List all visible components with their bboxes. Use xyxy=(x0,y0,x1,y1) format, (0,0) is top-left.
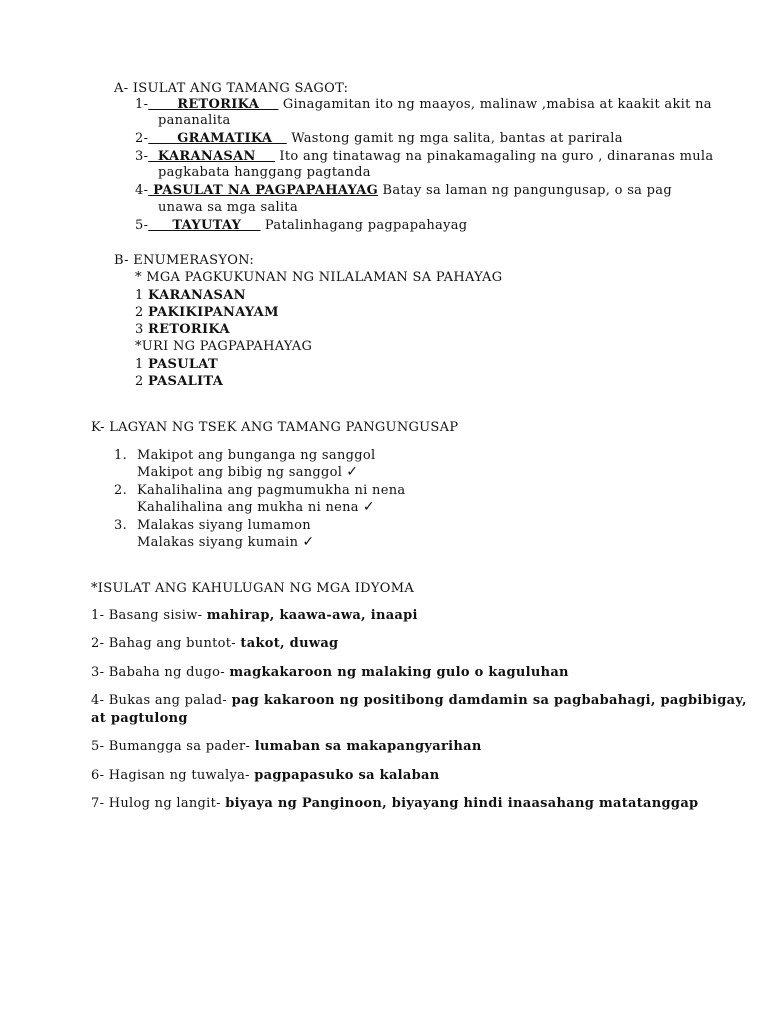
list-number: 2 xyxy=(135,374,144,389)
idiom-term: 5- Bumangga sa pader- xyxy=(91,739,255,754)
option-text: Makipot ang bibig ng sanggol xyxy=(137,465,343,480)
section-a-item-3 xyxy=(135,148,713,165)
checkmark-icon: ✓ xyxy=(302,534,315,550)
idiom-meaning: takot, duwag xyxy=(240,636,339,651)
idiom-meaning: pagpapasuko sa kalaban xyxy=(254,768,440,783)
checkmark-icon: ✓ xyxy=(346,464,359,480)
idiom-term: 7- Hulog ng langit- xyxy=(91,796,226,811)
section-k-item-3-option-a: Malakas siyang lumamon xyxy=(137,518,311,533)
item-text: Ginagamitan ito ng maayos, malinaw ,mabisa at kaakit akit na xyxy=(278,97,712,112)
list-value: PASULAT xyxy=(148,357,218,372)
list-number: 3 xyxy=(135,322,144,337)
answer: PASULAT NA PAGPAPAHAYAG xyxy=(148,183,379,198)
item-text: Patalinhagang pagpapahayag xyxy=(260,218,468,233)
answer: KARANASAN xyxy=(148,149,275,164)
idiom-meaning: biyaya ng Panginoon, biyayang hindi inaasahang matatanggap xyxy=(225,796,699,811)
idyoma-item-5 xyxy=(91,738,482,755)
section-a-item-4 xyxy=(135,182,672,199)
idiom-term: 3- Babaha ng dugo- xyxy=(91,665,230,680)
idiom-meaning: lumaban sa makapangyarihan xyxy=(254,739,482,754)
item-text: Batay sa laman ng pangungusap, o sa pag xyxy=(378,183,672,198)
section-k-item-1-option-a: Makipot ang bunganga ng sanggol xyxy=(137,448,376,463)
section-a-item-1 xyxy=(135,96,712,113)
answer: TAYUTAY xyxy=(148,218,261,233)
idiom-term: 4- Bukas ang palad- xyxy=(91,693,232,708)
section-k-item-1-number: 1. xyxy=(114,448,128,463)
answer: RETORIKA xyxy=(148,97,279,112)
section-a-item-1-cont: pananalita xyxy=(158,113,231,128)
item-text: Wastong gamit ng mga salita, bantas at parirala xyxy=(286,131,623,146)
option-text: Malakas siyang kumain xyxy=(137,535,299,550)
idiom-meaning: mahirap, kaawa-awa, inaapi xyxy=(206,608,418,623)
idyoma-item-3 xyxy=(91,664,569,681)
list-item xyxy=(135,321,230,338)
idiom-meaning: pag kakaroon ng positibong damdamin sa pagbabahagi, pagbibigay, xyxy=(231,693,747,708)
section-k-item-3-option-b xyxy=(137,534,314,551)
section-a-item-4-cont: unawa sa mga salita xyxy=(158,200,299,215)
item-text: Ito ang tinatawag na pinakamagaling na guro , dinaranas mula xyxy=(275,149,714,164)
section-b-title: B- ENUMERASYON: xyxy=(114,253,255,268)
list-value: RETORIKA xyxy=(148,322,230,337)
item-number: 2- xyxy=(135,131,149,146)
section-b-subheading-2: *URI NG PAGPAPAHAYAG xyxy=(135,339,313,354)
list-item xyxy=(135,356,218,373)
section-k-item-2-number: 2. xyxy=(114,483,128,498)
idiom-meaning: magkakaroon ng malaking gulo o kaguluhan xyxy=(229,665,569,680)
checkmark-icon: ✓ xyxy=(362,499,375,515)
list-item xyxy=(135,373,223,390)
section-k-item-1-option-b xyxy=(137,464,358,481)
section-k-item-3-number: 3. xyxy=(114,518,128,533)
section-a-title: A- ISULAT ANG TAMANG SAGOT: xyxy=(114,81,349,96)
section-a-item-5 xyxy=(135,217,467,234)
idiom-term: 2- Bahag ang buntot- xyxy=(91,636,241,651)
idyoma-item-4 xyxy=(91,692,747,709)
option-text: Kahalihalina ang mukha ni nena xyxy=(137,500,359,515)
idyoma-item-7 xyxy=(91,795,698,812)
idyoma-item-6 xyxy=(91,767,440,784)
item-number: 1- xyxy=(135,97,149,112)
list-number: 2 xyxy=(135,305,144,320)
section-b-subheading-1: * MGA PAGKUKUNAN NG NILALAMAN SA PAHAYAG xyxy=(135,270,503,285)
list-value: KARANASAN xyxy=(148,288,246,303)
idiom-term: 6- Hagisan ng tuwalya- xyxy=(91,768,255,783)
section-a-item-2 xyxy=(135,130,623,147)
item-number: 5- xyxy=(135,218,149,233)
list-number: 1 xyxy=(135,357,144,372)
answer: GRAMATIKA xyxy=(148,131,287,146)
item-number: 3- xyxy=(135,149,149,164)
section-a-item-3-cont: pagkabata hanggang pagtanda xyxy=(158,165,371,180)
item-number: 4- xyxy=(135,183,149,198)
list-number: 1 xyxy=(135,288,144,303)
list-value: PASALITA xyxy=(148,374,224,389)
idiom-term: 1- Basang sisiw- xyxy=(91,608,207,623)
list-value: PAKIKIPANAYAM xyxy=(148,305,279,320)
section-k-title: K- LAGYAN NG TSEK ANG TAMANG PANGUNGUSAP xyxy=(91,420,459,435)
idyoma-title: *ISULAT ANG KAHULUGAN NG MGA IDYOMA xyxy=(91,581,415,596)
idyoma-item-2 xyxy=(91,635,338,652)
section-k-item-2-option-a: Kahalihalina ang pagmumukha ni nena xyxy=(137,483,406,498)
idyoma-item-4-cont: at pagtulong xyxy=(91,711,188,726)
section-k-item-2-option-b xyxy=(137,499,375,516)
idyoma-item-1 xyxy=(91,607,418,624)
list-item xyxy=(135,304,279,321)
list-item xyxy=(135,287,246,304)
